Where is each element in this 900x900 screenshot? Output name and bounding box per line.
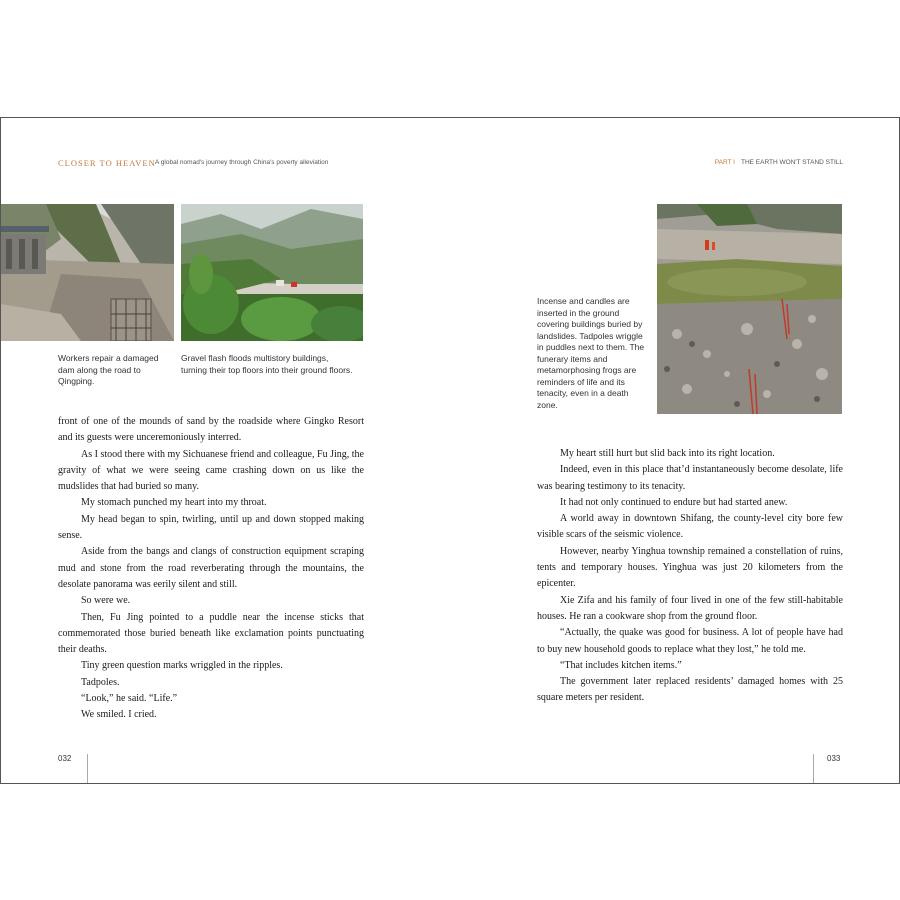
paragraph: Tadpoles.: [81, 676, 120, 688]
paragraph: Aside from the bangs and clangs of construction equipment scraping mud and stone from the road reverberating through the mountains, the desolate panorama was eerily silent and still.: [58, 546, 364, 590]
paragraph: “That includes kitchen items.”: [560, 659, 682, 671]
incense-photo-caption: Incense and candles are inserted in the ground covering buildings buried by landslides. Tadpoles wriggle in puddles next to them. The funerary items and metamorphosing frogs are reminders of life and its tenacity, even in a death zone.: [537, 296, 645, 410]
paragraph: However, nearby Yinghua township remained a constellation of ruins, tents and temporary houses. Yinghua was just 20 kilometers from the epicenter.: [537, 545, 843, 590]
right-body-text: [537, 446, 843, 707]
paragraph: Then, Fu Jing pointed to a puddle near the incense sticks that commemorated those buried beneath like exclamation points punctuating their deaths.: [58, 611, 364, 656]
paragraph: Tiny green question marks wriggled in the ripples.: [81, 660, 283, 672]
paragraph: My heart still hurt but slid back into its right location.: [560, 448, 775, 459]
left-body-text: [58, 414, 364, 724]
paragraph: As I stood there with my Sichuanese friend and colleague, Fu Jing, the gravity of what we were seeing came crashing down on us like the mudslides that had buried so many.: [58, 448, 364, 493]
paragraph: Xie Zifa and his family of four lived in one of the few still-habitable houses. He ran a cookware shop from the ground floor.: [537, 594, 843, 622]
paragraph: The government later replaced residents’ damaged homes with 25 square meters per resident.: [537, 676, 843, 704]
paragraph: My stomach punched my heart into my throat.: [81, 497, 267, 509]
part-label: PART I: [714, 159, 735, 166]
paragraph: “Actually, the quake was good for business. A lot of people have had to buy new household goods to replace what they lost,” he told me.: [537, 627, 843, 655]
book-title: CLOSER TO HEAVEN: [58, 158, 156, 168]
chapter-title: THE EARTH WON'T STAND STILL: [740, 159, 843, 166]
book-spread: [0, 117, 900, 784]
dam-photo-caption: Workers repair a damaged dam along the road to Qingping.: [58, 353, 159, 386]
page-number-left: 032: [58, 754, 72, 763]
paragraph: “Look,” he said. “Life.”: [81, 693, 178, 705]
flood-photo-caption: Gravel flash floods multistory buildings, turning their top floors into their ground floors.: [181, 353, 353, 375]
paragraph: We smiled. I cried.: [81, 709, 157, 721]
incense-photo: [657, 204, 842, 414]
page-number-right: 033: [827, 754, 841, 763]
paragraph: So were we.: [81, 595, 131, 607]
book-subtitle: A global nomad's journey through China's poverty alleviation: [155, 159, 329, 166]
paragraph: My head began to spin, twirling, until up and down stopped making sense.: [58, 513, 364, 542]
folio-rule-left: [87, 754, 88, 783]
dam-repair-photo: [1, 204, 174, 341]
paragraph: A world away in downtown Shifang, the county-level city bore few visible scars of the seismic violence.: [537, 513, 843, 541]
gravel-flood-photo: [181, 204, 363, 341]
paragraph: front of one of the mounds of sand by the roadside where Gingko Resort and its guests were unceremoniously interred.: [58, 416, 364, 444]
paragraph: It had not only continued to endure but had started anew.: [560, 496, 788, 508]
folio-rule-right: [813, 754, 814, 783]
paragraph: Indeed, even in this place that’d instantaneously become desolate, life was bearing testimony to its tenacity.: [537, 464, 843, 492]
chapter-header: [715, 159, 843, 166]
